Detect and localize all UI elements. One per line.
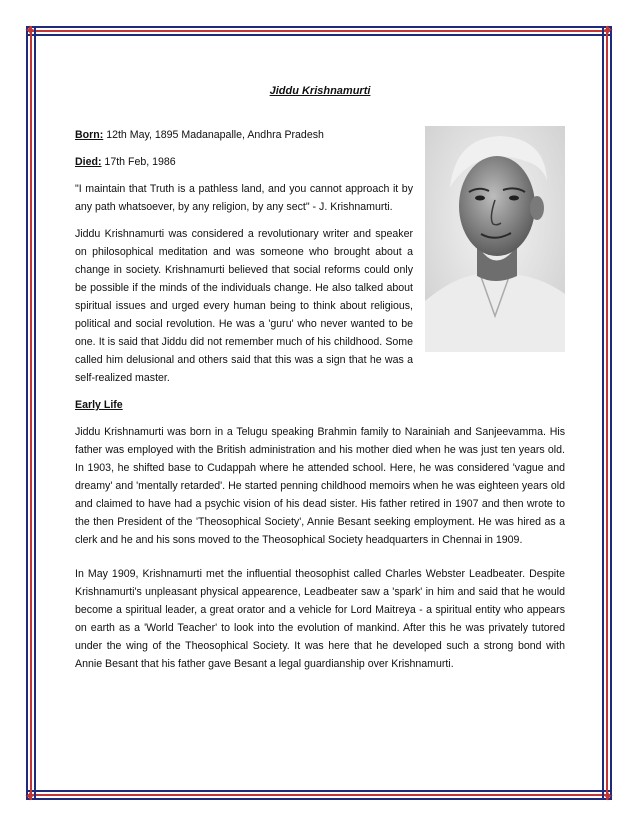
page-border-top: [26, 26, 612, 36]
document-body: [75, 82, 565, 682]
born-value: 12th May, 1895 Madanapalle, Andhra Pradesh: [103, 129, 324, 141]
portrait-photo: [425, 126, 565, 352]
corner-ornament-icon: ✦: [602, 788, 614, 804]
early-life-paragraph-1: Jiddu Krishnamurti was born in a Telugu speaking Brahmin family to Narainiah and Sanjeevamma. His father was employed with the British administration and his mother died when he was just ten years old. In 1903, he shifted base to Cudappah where he attended school. Here, he was considered 'vague and dreamy' and 'mentally retarded'. He started penning childhood memoirs when he was eighteen years old and claimed to have had a psychic vision of his dead sister. His father retired in 1907 and then wrote to the then President of the 'Theosophical Society', Annie Besant seeking employment. He was hired as a clerk and he and his sons moved to the Theosophical Society headquarters in Chennai in 1909.: [75, 426, 565, 546]
corner-ornament-icon: ✦: [24, 788, 36, 804]
document-title: Jiddu Krishnamurti: [269, 85, 371, 97]
page-border-right: [602, 26, 612, 800]
died-label: Died:: [75, 156, 102, 168]
section-heading-early-life: Early Life: [75, 399, 123, 411]
died-value: 17th Feb, 1986: [101, 156, 176, 168]
corner-ornament-icon: ✦: [602, 22, 614, 38]
born-label: Born:: [75, 129, 104, 141]
page-border-left: [26, 26, 36, 800]
portrait-image: [425, 126, 565, 352]
corner-ornament-icon: ✦: [24, 22, 36, 38]
intro-paragraph: Jiddu Krishnamurti was considered a revolutionary writer and speaker on philosophical meditation and was someone who brought about a change in society. Krishnamurti believed that social reforms could only be possible if the minds of the individuals change. He also talked about spiritual issues and urged every human being to think about religious, political and social revolution. He was a 'guru' who never wanted to be one. It is said that Jiddu did not remember much of his childhood. Some called him delusional and others said that this was a sign that he was a self-realized master.: [75, 228, 413, 384]
page-border-bottom: [26, 790, 612, 800]
quote-paragraph: "I maintain that Truth is a pathless land, and you cannot approach it by any path whatsoever, by any religion, by any sect" - J. Krishnamurti.: [75, 183, 413, 213]
early-life-paragraph-2: In May 1909, Krishnamurti met the influential theosophist called Charles Webster Leadbeater. Despite Krishnamurti's unpleasant physical appearence, Leadbeater saw a 'spark' in him and said that he would become a spiritual leader, a great orator and a vehicle for Lord Maitreya - a spiritual entity who appears on earth as a 'World Teacher' to look into the evolution of mankind. After this he was privately tutored under the wing of the Theosophical Society. It was here that he developed such a strong bond with Annie Besant that his father gave Besant a legal guardianship over Krishnamurti.: [75, 568, 565, 670]
